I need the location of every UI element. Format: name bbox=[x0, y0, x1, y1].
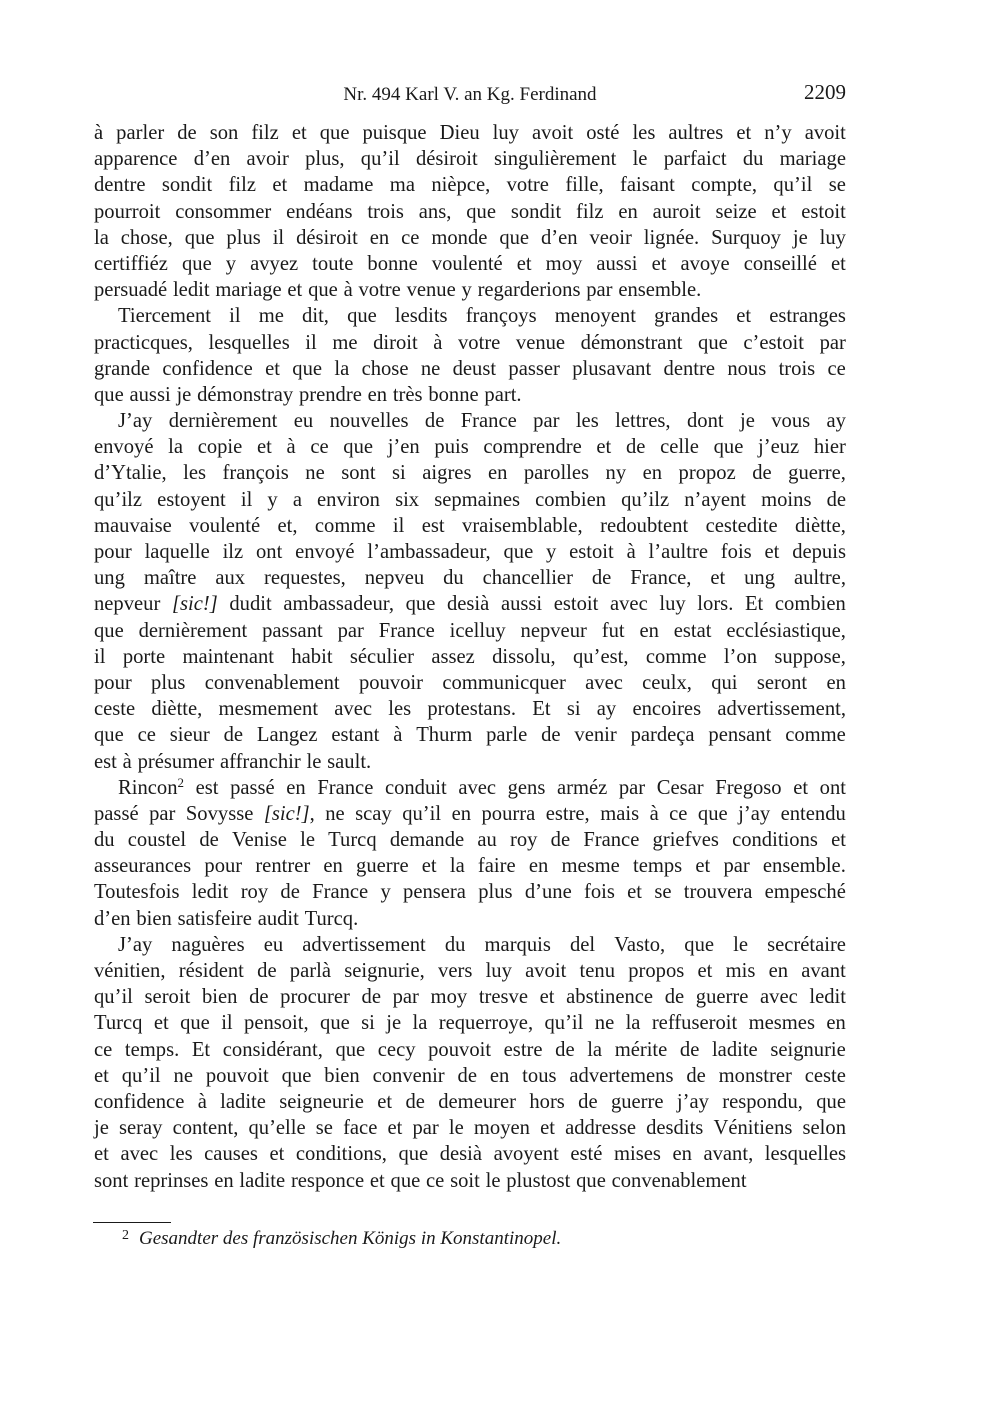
text-line: ung maître aux requestes, nepveu du chancellier de France, et ung aultre, bbox=[94, 567, 846, 590]
paragraph bbox=[94, 120, 846, 303]
paragraph bbox=[94, 775, 846, 932]
text-line: practicques, lesquelles il me diroit à votre venue démonstrant que c’estoit par bbox=[94, 331, 846, 354]
text-line: ceste diètte, mesmement avec les protestans. Et si ay encoires advertissement, bbox=[94, 698, 846, 721]
running-head bbox=[94, 80, 846, 108]
text-line: qu’il seroit bien de procurer de par moy tresve et abstinence de guerre avec ledit bbox=[94, 986, 846, 1009]
text-line: apparence d’en avoir plus, qu’il désiroit singulièrement le parfaict du mariage bbox=[94, 148, 846, 171]
text-line: certiffiéz que y avyez toute bonne voulenté et moy aussi et avoye conseillé et bbox=[94, 252, 846, 275]
text-line: est à présumer affranchir le sault. bbox=[94, 750, 372, 773]
footnote bbox=[122, 1228, 561, 1250]
footnote-text: Gesandter des französischen Königs in Konstantinopel. bbox=[139, 1228, 562, 1249]
text-line: que ce sieur de Langez estant à Thurm parle de venir pardeça pensant comme bbox=[94, 724, 846, 747]
text-line: Toutesfois ledit roy de France y pensera plus d’une fois et se trouvera empesché bbox=[94, 881, 846, 904]
text-line: je seray content, qu’elle se face et par le moyen et addresse desdits Vénitiens selon bbox=[94, 1117, 846, 1140]
sic-annotation: [sic!] bbox=[263, 802, 310, 825]
footnote-rule bbox=[93, 1222, 171, 1223]
text-line: dentre sondit filz et madame ma nièpce, votre fille, faisant compte, qu’il se bbox=[94, 174, 846, 197]
text-line: et avec les causes et conditions, que desià avoyent esté mises en avant, lesquelles bbox=[94, 1143, 846, 1166]
text-line: Tiercement il me dit, que lesdits françoys menoyent grandes et estranges bbox=[118, 305, 846, 328]
paragraph bbox=[94, 408, 846, 775]
text-line: sont reprinses en ladite responce et que ce soit le plustost que convenablement bbox=[94, 1169, 747, 1192]
text-line: que aussi je démonstray prendre en très bonne part. bbox=[94, 383, 522, 406]
text-line: que dernièrement passant par France icelluy nepveur fut en estat ecclésiastique, bbox=[94, 619, 846, 642]
text-line: d’en bien satisfeire audit Turcq. bbox=[94, 907, 359, 930]
text-line: à parler de son filz et que puisque Dieu luy avoit osté les aultres et n’y avoit bbox=[94, 122, 846, 144]
sic-annotation: [sic!] bbox=[171, 593, 218, 616]
text-line: J’ay naguères eu advertissement du marquis del Vasto, que le secrétaire bbox=[118, 933, 846, 956]
footnote-number: 2 bbox=[122, 1228, 129, 1243]
text-line: du coustel de Venise le Turcq demande au roy de France griefves conditions et bbox=[94, 829, 846, 852]
text-line: qu’ilz estoyent il y a environ six sepmaines combien qu’ilz n’ayent moins de bbox=[94, 488, 846, 511]
text-line: pourroit consommer endéans trois ans, que sondit filz en auroit seize et estoit bbox=[94, 200, 846, 223]
text-line: confidence à ladite seigneurie et de demeurer hors de guerre j’ay respondu, que bbox=[94, 1090, 846, 1113]
text-line: mauvaise voulenté et, comme il est vraisemblable, redoubtent cestedite diètte, bbox=[94, 514, 846, 537]
text-line: il porte maintenant habit séculier assez dissolu, qu’est, comme l’on suppose, bbox=[94, 645, 846, 668]
text-line: persuadé ledit mariage et que à votre venue y regarderions par ensemble. bbox=[94, 279, 702, 302]
page-number: 2209 bbox=[804, 80, 846, 104]
text-line: la chose, que plus il désiroit en ce monde que d’en veoir lignée. Surquoy je luy bbox=[94, 226, 846, 249]
text-line: et qu’il ne pouvoit que bien convenir de en tous advertemens de monstrer ceste bbox=[94, 1064, 846, 1087]
text-line: pour laquelle ilz ont envoyé l’ambassadeur, que y estoit à l’aultre fois et depuis bbox=[94, 541, 846, 563]
paragraph bbox=[94, 303, 846, 408]
text-line: ce temps. Et considérant, que cecy pouvoit estre de la mérite de ladite seignurie bbox=[94, 1038, 846, 1061]
paragraph bbox=[94, 932, 846, 1194]
footnote-reference: 2 bbox=[177, 774, 184, 790]
text-line: J’ay dernièrement eu nouvelles de France par les lettres, dont je vous ay bbox=[118, 410, 846, 433]
text-line: nepveur [sic!] dudit ambassadeur, que desià aussi estoit avec luy lors. Et combien bbox=[94, 593, 846, 616]
text-line: Rincon$^2$ est passé en France conduit avec gens arméz par Cesar Fregoso et ont bbox=[118, 774, 846, 799]
text-line: pour plus convenablement pouvoir communicquer avec ceulx, qui seront en bbox=[94, 671, 846, 694]
text-line: Turcq et que il pensoit, que si je la requerroye, qu’il ne la reffuseroit mesmes en bbox=[94, 1012, 846, 1035]
text-line: asseurances pour rentrer en guerre et la faire en mesme temps et par ensemble. bbox=[94, 855, 846, 878]
text-line: passé par Sovysse [sic!], ne scay qu’il en pourra estre, mais à ce que j’ay entendu bbox=[94, 802, 846, 825]
text-line: envoyé la copie et à ce que j’en puis comprendre et de celle que j’euz hier bbox=[94, 436, 846, 459]
text-line: d’Ytalie, les françois ne sont si aigres en parolles ny en propoz de guerre, bbox=[94, 462, 846, 485]
running-title: Nr. 494 Karl V. an Kg. Ferdinand bbox=[343, 84, 597, 105]
text-line: grande confidence et que la chose ne deust passer plusavant dentre nous trois ce bbox=[94, 357, 846, 380]
body-text bbox=[94, 120, 846, 1194]
text-line: vénitien, résident de parlà seignurie, vers luy avoit tenu propos et mis en avant bbox=[94, 960, 846, 982]
